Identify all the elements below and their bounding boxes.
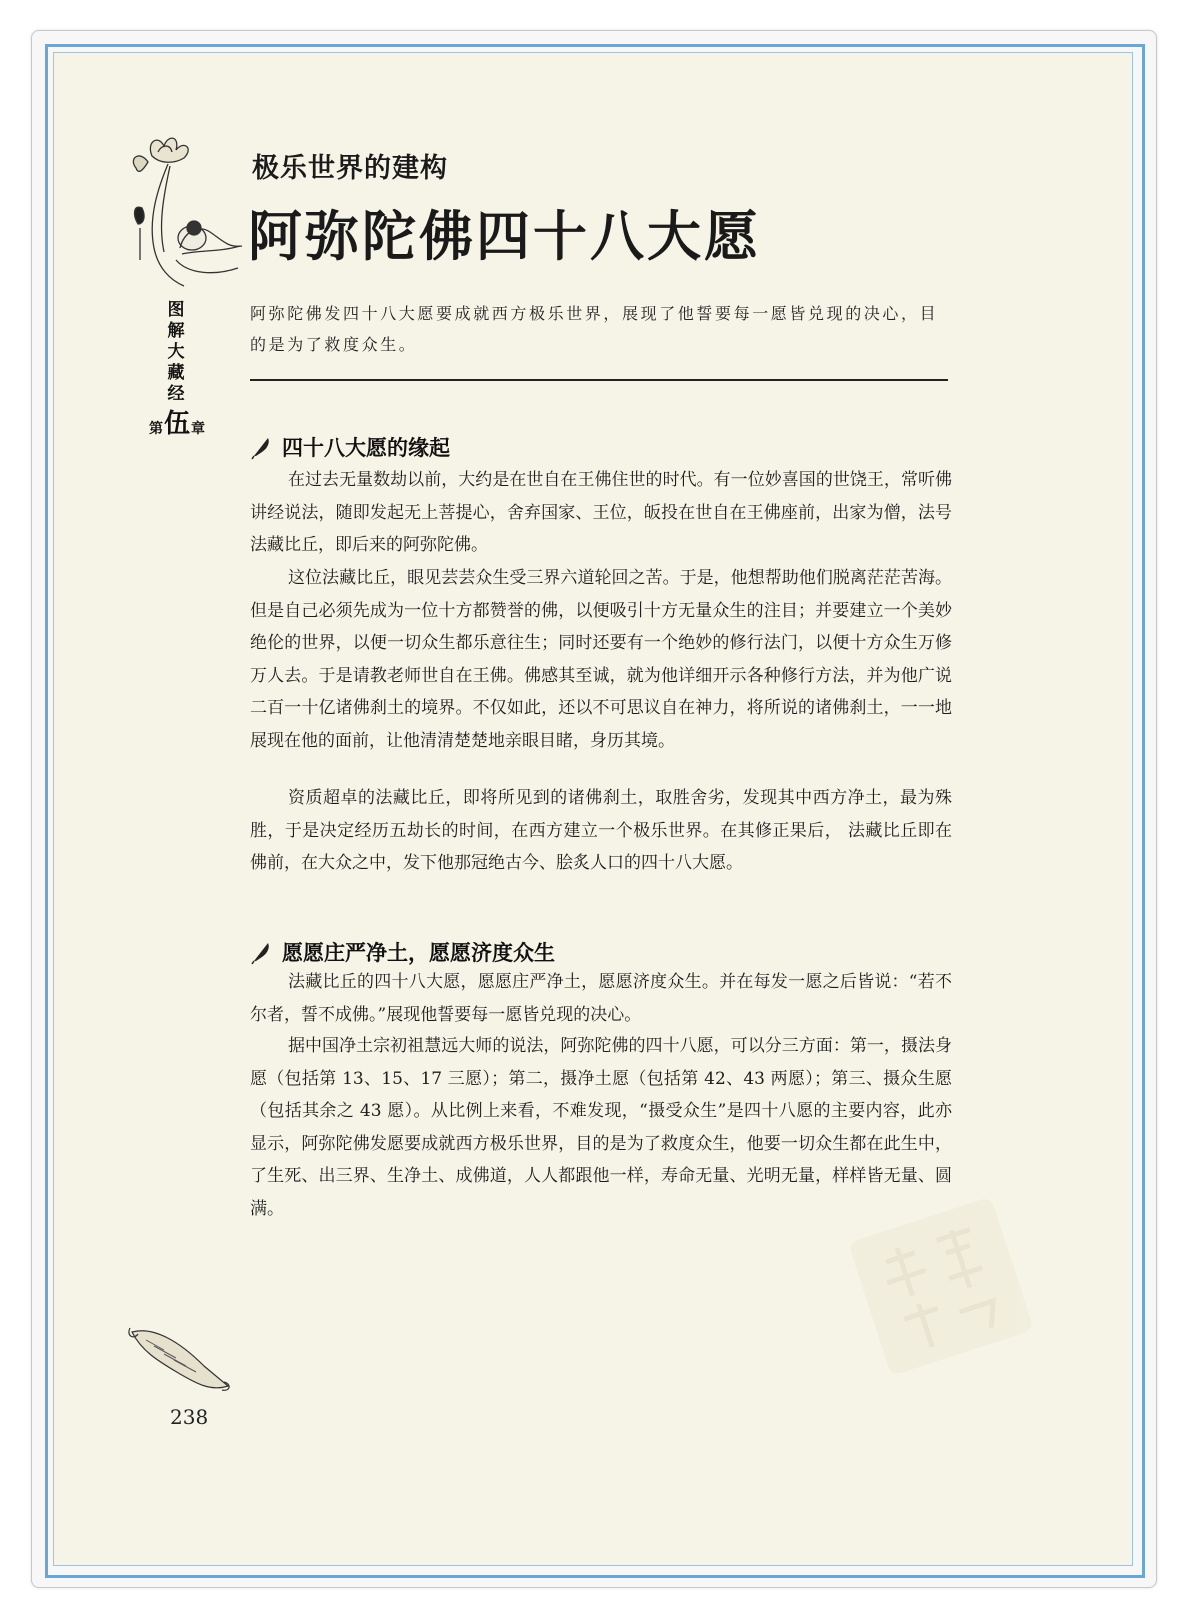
page-subtitle: 极乐世界的建构 — [252, 153, 448, 184]
side-char: 图 — [167, 300, 185, 320]
page-number: 238 — [170, 1405, 209, 1429]
side-char: 解 — [167, 321, 185, 341]
chapter-number: 伍 — [163, 409, 190, 439]
quill-icon — [250, 939, 272, 965]
side-char: 藏 — [167, 363, 185, 383]
chapter-prefix: 第 — [148, 421, 163, 437]
section-heading-text: 愿愿庄严净土，愿愿济度众生 — [282, 941, 555, 965]
page-title: 阿弥陀佛四十八大愿 — [248, 205, 761, 268]
intro-text: 阿弥陀佛发四十八大愿要成就西方极乐世界，展现了他誓要每一愿皆兑现的决心，目的是为了救度众生。 — [250, 304, 939, 354]
side-char: 经 — [167, 384, 185, 404]
section-heading-text: 四十八大愿的缘起 — [282, 436, 450, 460]
divider-line — [250, 379, 948, 381]
section-heading — [250, 937, 555, 967]
section-heading — [250, 432, 450, 462]
book-series-label — [158, 300, 194, 405]
paragraph: 资质超卓的法藏比丘，即将所见到的诸佛刹土，取胜舍劣，发现其中西方净土，最为殊胜，于是决定经历五劫长的时间，在西方建立一个极乐世界。在其修正果后， 法藏比丘即在佛前，在大众之中，发下他那冠绝古今、脍炙人口的四十八大愿。 — [250, 788, 952, 873]
chapter-suffix: 章 — [191, 421, 205, 437]
scroll-ornament — [124, 1312, 236, 1396]
quill-icon — [250, 434, 272, 460]
paragraph: 据中国净土宗初祖慧远大师的说法，阿弥陀佛的四十八愿，可以分三方面：第一，摄法身愿（包括第 13、15、17 三愿）；第二，摄净土愿（包括第 42、43 两愿）；第三、摄众生愿（包括其余之 43 愿）。从比例上来看，不难发现，“摄受众生”是四十八愿的主要内容，此亦显示，阿弥陀佛发愿要成就西方极乐世界，目的是为了救度众生，他要一切众生都在此生中，了生死、出三界、生净土、成佛道，人人都跟他一样，寿命无量、光明无量，样样皆无量、圆满。 — [250, 1036, 952, 1219]
watermark-stamp — [836, 1186, 1048, 1386]
lotus-buddha-ornament — [118, 128, 248, 298]
side-char: 大 — [167, 342, 185, 362]
paragraph: 法藏比丘的四十八大愿，愿愿庄严净土，愿愿济度众生。并在每发一愿之后皆说：“若不尔者，誓不成佛。”展现他誓要每一愿皆兑现的决心。 — [250, 972, 952, 1025]
paragraph: 这位法藏比丘，眼见芸芸众生受三界六道轮回之苦。于是，他想帮助他们脱离茫茫苦海。但是自己必须先成为一位十方都赞誉的佛，以便吸引十方无量众生的注目；并要建立一个美妙绝伦的世界，以便一切众生都乐意往生；同时还要有一个绝妙的修行法门，以便十方众生万修万人去。于是请教老师世自在王佛。佛感其至诚，就为他详细开示各种修行方法，并为他广说二百一十亿诸佛刹土的境界。不仅如此，还以不可思议自在神力，将所说的诸佛刹土，一一地展现在他的面前，让他清清楚楚地亲眼目睹，身历其境。 — [250, 568, 952, 751]
chapter-marker — [134, 408, 220, 438]
paragraph: 在过去无量数劫以前，大约是在世自在王佛住世的时代。有一位妙喜国的世饶王，常听佛讲经说法，随即发起无上菩提心，舍弃国家、王位，皈投在世自在王佛座前，出家为僧，法号法藏比丘，即后来的阿弥陀佛。 — [250, 470, 952, 555]
